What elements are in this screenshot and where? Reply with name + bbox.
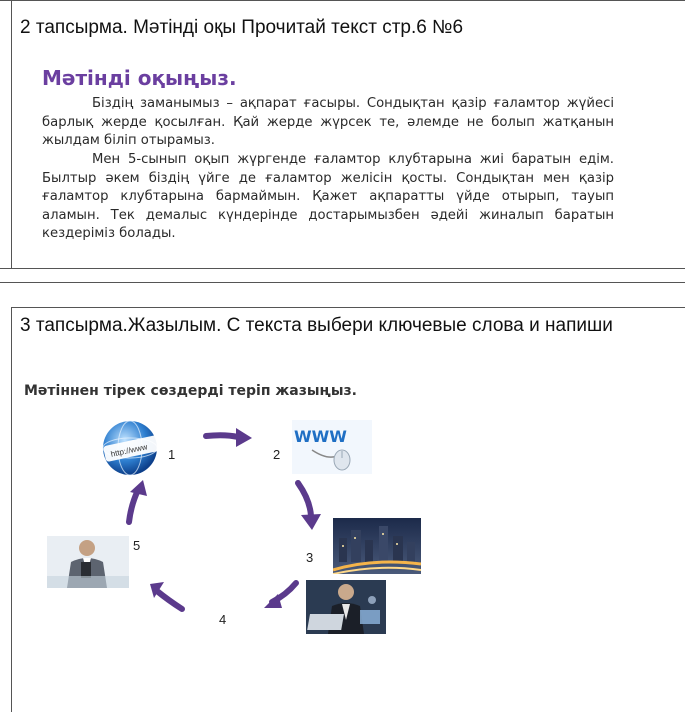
arrowhead-5 xyxy=(130,480,147,496)
task3-instruction: Мәтіннен тірек сөздерді теріп жазыңыз. xyxy=(24,383,357,399)
globe-url-text: http://www xyxy=(109,442,149,459)
arrow-4-to-5 xyxy=(157,591,182,609)
arrow-1-to-2 xyxy=(206,435,238,437)
www-text: WWW xyxy=(294,427,347,446)
step-number-4: 4 xyxy=(219,612,227,627)
step-number-1: 1 xyxy=(168,447,176,462)
step-number-3: 3 xyxy=(306,550,314,565)
www-mouse-icon xyxy=(292,420,372,474)
globe-http-icon xyxy=(100,418,166,480)
arrowhead-2 xyxy=(301,514,321,530)
arrowhead-1 xyxy=(236,428,252,447)
task3-title: 3 тапсырма.Жазылым. С текста выбери ключевые слова и напиши xyxy=(20,315,613,336)
step-number-5: 5 xyxy=(133,538,141,553)
paragraph-2-text: Мен 5-сынып оқып жүргенде ғаламтор клубтарына жиі баратын едім. Былтыр әкем біздің үйге де ғаламтор желісін қосты. Сондықтан мен қазір ғаламтор клубтарына бармаймын. Қажет ақпаратты үйде отырып, тауып аламын. Тек демалыс күндерінде достарымызбен әдейі жиналып баратын кездеріміз болады. xyxy=(42,152,614,241)
man-phone-icon xyxy=(47,536,129,588)
reading-heading: Мәтінді оқыңыз. xyxy=(42,66,237,90)
step-number-2: 2 xyxy=(273,447,281,462)
task2-title: 2 тапсырма. Мәтінді оқы Прочитай текст стр.6 №6 xyxy=(20,17,464,38)
arrow-5-to-1 xyxy=(129,490,138,522)
arrow-2-to-3 xyxy=(298,483,311,516)
businessman-laptop-icon xyxy=(306,580,386,634)
paragraph-1-text: Біздің заманымыз – ақпарат ғасыры. Сондықтан қазір ғаламтор жүйесі барлық жерде қосылған. Қай жерде жүрсек те, әлемде не болып жатқанын жылдам біліп отырамыз. xyxy=(42,96,614,148)
city-lights-icon xyxy=(333,518,421,574)
